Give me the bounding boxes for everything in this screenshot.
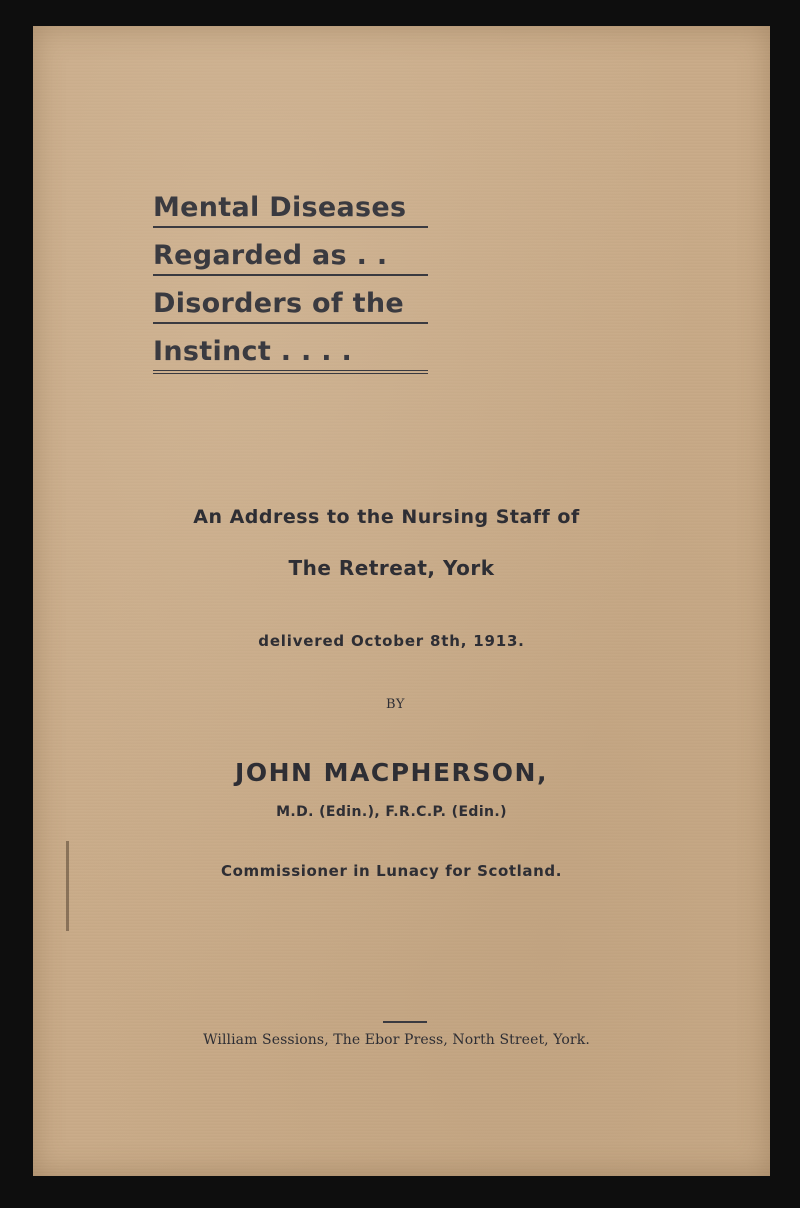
author-name: JOHN MACPHERSON,: [235, 758, 548, 787]
publisher-divider: [383, 1021, 427, 1023]
title-line-2: Regarded as . .: [153, 241, 428, 276]
delivery-date: delivered October 8th, 1913.: [258, 632, 525, 650]
author-position: Commissioner in Lunacy for Scotland.: [220, 862, 563, 880]
cover-edge-stain: [66, 841, 69, 931]
title-line-1: Mental Diseases: [153, 193, 428, 228]
title-block: [153, 193, 428, 387]
author-credentials: M.D. (Edin.), F.R.C.P. (Edin.): [276, 804, 507, 820]
title-line-3: Disorders of the: [153, 289, 428, 324]
address-subtitle: An Address to the Nursing Staff of: [193, 506, 580, 528]
title-line-4: Instinct . . . .: [153, 337, 428, 374]
publisher-imprint: William Sessions, The Ebor Press, North Street, York.: [203, 1032, 590, 1048]
institution-name: The Retreat, York: [288, 556, 495, 580]
by-label: BY: [386, 697, 405, 712]
